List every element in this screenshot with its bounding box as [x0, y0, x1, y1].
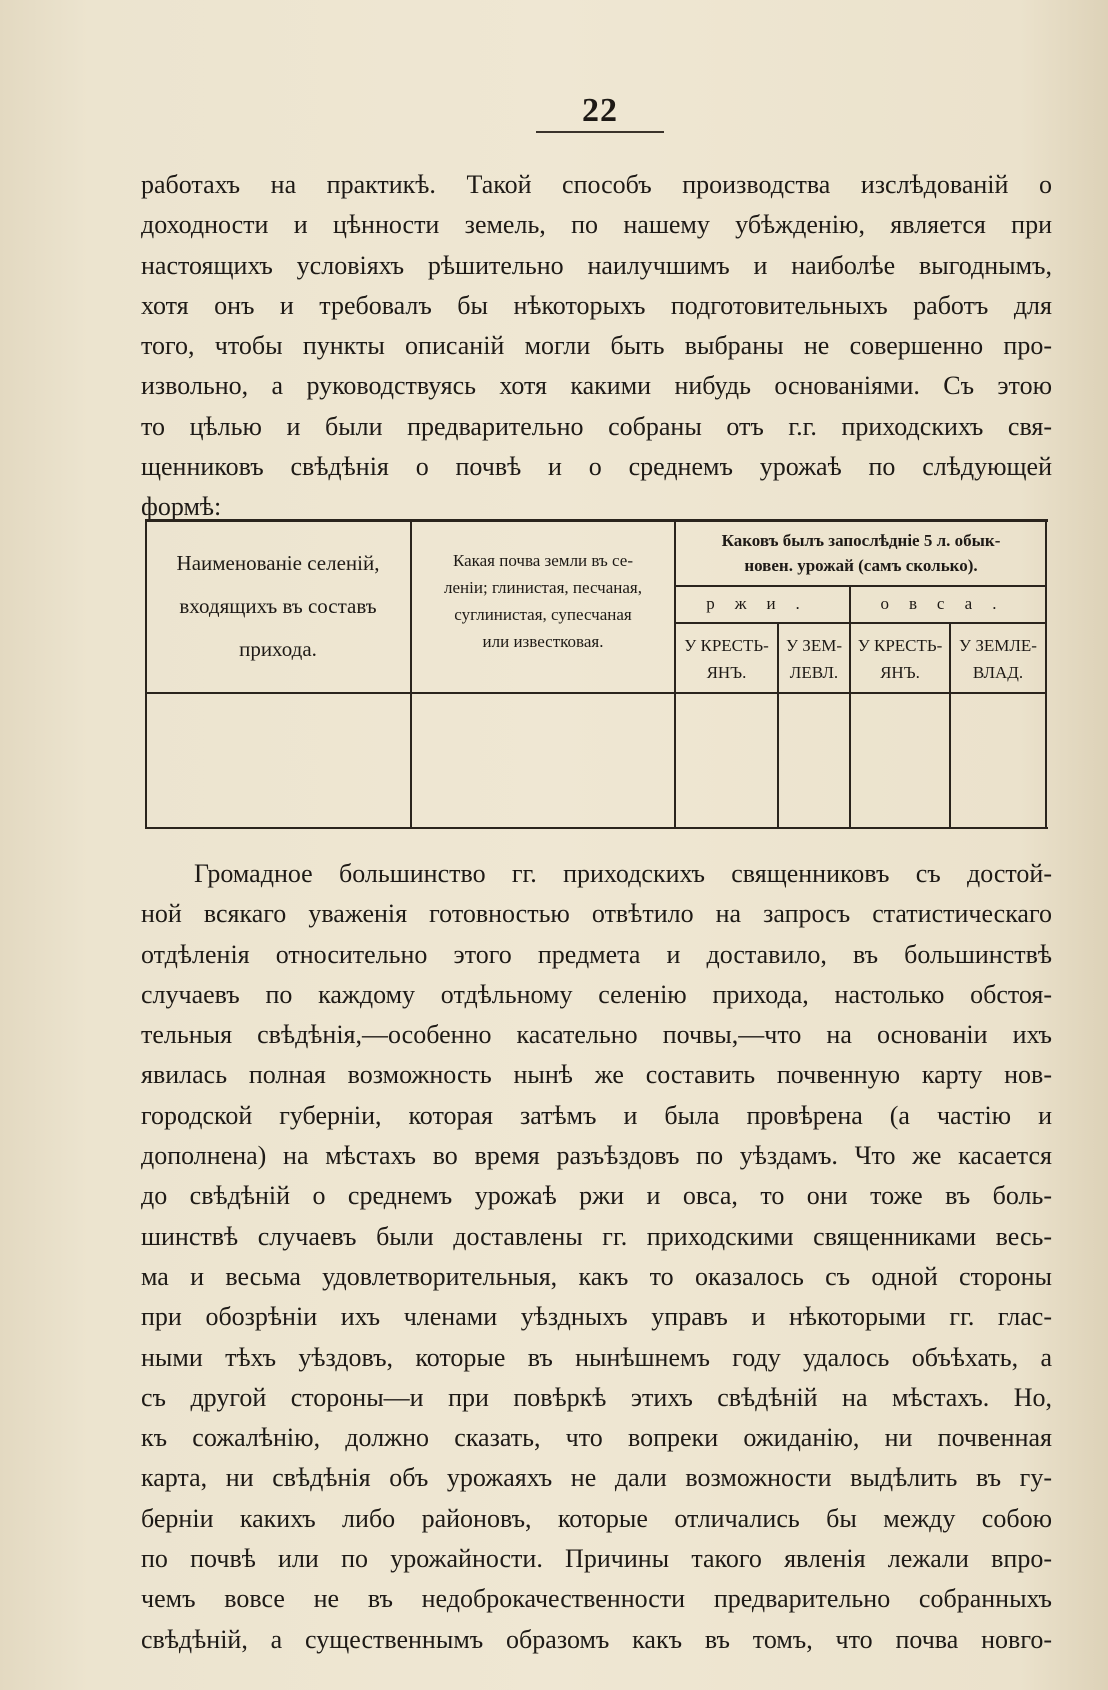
- text-line: тельныя свѣдѣнія,—особенно касательно почвы,—что на основаніи ихъ: [141, 1020, 1052, 1050]
- text-line: отдѣленія относительно этого предмета и доставило, въ большинствѣ: [141, 939, 1052, 969]
- header-soil-type: Какая почва земли въ се- леніи; глинистая, песчаная, суглинистая, супесчаная или известковая.: [444, 551, 642, 651]
- text-line: къ сожалѣнію, должно сказать, что вопреки ожиданію, ни почвенная: [141, 1423, 1052, 1453]
- text-line: щенниковъ свѣдѣнія о почвѣ и о среднемъ урожаѣ по слѣдующей: [141, 452, 1052, 482]
- text-line: хотя онъ и требовалъ бы нѣкоторыхъ подготовительныхъ работъ для: [141, 290, 1052, 320]
- text-line: настоящихъ условіяхъ рѣшительно наилучшимъ и наиболѣе выгоднымъ,: [141, 250, 1052, 280]
- table-header-bottom: [145, 692, 1047, 694]
- table-border-right: [1045, 522, 1047, 827]
- text-line: дополнена) на мѣстахъ во время разъѣздовъ по уѣздамъ. Что же касается: [141, 1141, 1052, 1171]
- paragraph-main: [141, 854, 1052, 1660]
- text-line: явилась полная возможность нынѣ же составить почвенную карту нов-: [141, 1060, 1052, 1090]
- header-rye-peasants: У КРЕСТЬ- ЯНЪ.: [684, 636, 769, 682]
- text-line: шинствѣ случаевъ были доставлены гг. приходскими священниками весь-: [141, 1221, 1052, 1251]
- header-average-yield: Каковъ былъ запослѣдніе 5 л. обык- новен. урожай (самъ сколько).: [721, 531, 1001, 575]
- text-line: свѣдѣній, а существеннымъ образомъ какъ въ томъ, что почва новго-: [141, 1624, 1052, 1654]
- text-line: берніи какихъ либо районовъ, которые отличались бы между собою: [141, 1503, 1052, 1533]
- text-line: извольно, а руководствуясь хотя какими нибудь основаніями. Съ этою: [141, 371, 1052, 401]
- table-divider: [410, 522, 412, 827]
- header-rye-landowners: У ЗЕМ- ЛЕВЛ.: [786, 636, 842, 682]
- text-line: при обозрѣніи ихъ членами уѣздныхъ управъ и нѣкоторыми гг. глас-: [141, 1302, 1052, 1332]
- survey-form-table: [145, 519, 1048, 829]
- text-line: доходности и цѣнности земель, по нашему убѣжденію, является при: [141, 210, 1052, 240]
- text-line: до свѣдѣній о среднемъ урожаѣ ржи и овса, то они тоже въ боль-: [141, 1181, 1052, 1211]
- text-line: ными тѣхъ уѣздовъ, которые въ нынѣшнемъ году удалось объѣхать, а: [141, 1342, 1052, 1372]
- header-oats-landowners: У ЗЕМЛЕ- ВЛАД.: [959, 636, 1037, 682]
- text-line: съ другой стороны—и при повѣркѣ этихъ свѣдѣній на мѣстахъ. Но,: [141, 1382, 1052, 1412]
- text-line: того, чтобы пункты описаній могли быть выбраны не совершенно про-: [141, 331, 1052, 361]
- text-line: формѣ:: [141, 492, 222, 522]
- text-line: случаевъ по каждому отдѣльному селенію прихода, настолько обстоя-: [141, 979, 1052, 1009]
- text-line: ма и весьма удовлетворительныя, какъ то оказалось съ одной стороны: [141, 1261, 1052, 1291]
- table-border-left: [145, 522, 147, 827]
- table-divider: [674, 585, 1047, 587]
- header-village-names: Наименованіе селеній, входящихъ въ составъ прихода.: [176, 551, 380, 661]
- text-line: по почвѣ или по урожайности. Причины такого явленія лежали впро-: [141, 1544, 1052, 1574]
- header-rye: ржи.: [706, 594, 820, 613]
- page-number: 22: [582, 92, 618, 129]
- table-divider: [674, 622, 1047, 624]
- paragraph-intro: [141, 165, 1052, 528]
- header-oats-peasants: У КРЕСТЬ- ЯНЪ.: [857, 636, 943, 682]
- text-line: чемъ вовсе не въ недоброкачественности предварительно собранныхъ: [141, 1584, 1052, 1614]
- text-line: городской губерніи, которая затѣмъ и была провѣрена (а частію и: [141, 1100, 1052, 1130]
- text-line: то цѣлью и были предварительно собраны отъ г.г. приходскихъ свя-: [141, 411, 1052, 441]
- page-number-rule: [536, 131, 664, 133]
- text-line: карта, ни свѣдѣнія объ урожаяхъ не дали возможности выдѣлить въ гу-: [141, 1463, 1052, 1493]
- text-line: Громадное большинство гг. приходскихъ священниковъ съ достой-: [194, 859, 1052, 888]
- text-line: ной всякаго уваженія готовностью отвѣтило на запросъ статистическаго: [141, 899, 1052, 929]
- text-line: работахъ на практикѣ. Такой способъ производства изслѣдованій о: [141, 170, 1052, 199]
- header-oats: овса.: [880, 594, 1017, 613]
